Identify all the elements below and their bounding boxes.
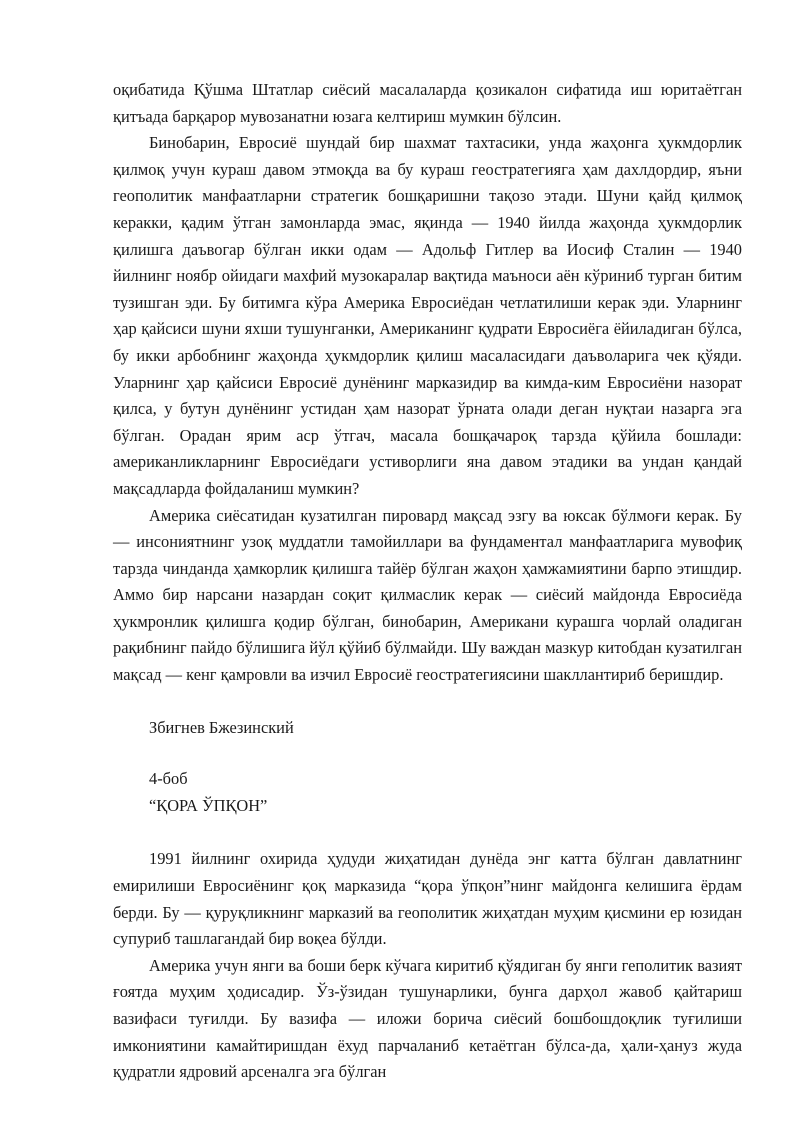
chapter-number: 4-боб xyxy=(149,769,188,789)
paragraph-american-policy: Америка сиёсатидан кузатилган пировард мақсад эзгу ва юксак бўлмоғи керак. Бу — инсониятнинг узоқ муддатли тамойиллари ва фундаментал манфаатларига мувофиқ тарзда чинданда ҳамкорлик қилишга тайёр бўлган жаҳон ҳамжамиятини барпо этишдир. Аммо бир нарсани назардан соқит қилмаслик керак — сиёсий майдонда Евросиёда ҳукмронлик қилишга қодир бўлган, бинобарин, Американи курашга чорлай оладиган рақибнинг пайдо бўлишига йўл қўйиб бўлмайди. Шу важдан мазкур китобдан кузатилган мақсад — кенг қамровли ва изчил Евросиё геостратегиясини шакллантириб беришдир. xyxy=(113,505,742,685)
author-signature: Збигнев Бжезинский xyxy=(149,717,294,737)
section-spacer xyxy=(113,819,742,846)
chapter-title: “ҚОРА ЎПҚОН” xyxy=(149,795,268,815)
paragraph-new-geopolitics: Америка учун янги ва боши берк кўчага киритиб қўядиган бу янги геполитик вазият ғоятда муҳим ҳодисадир. Ўз-ўзидан тушунарлики, бунга дарҳол жавоб қайтариш вазифаси туғилди. Бу вазифа — иложи борича сиёсий бошбошдоқлик туғилиши имкониятини камайтиришдан ёхуд парчаланиб кетаётган бўлса-да, ҳали-ҳануз жуда қудратли ядровий арсеналга эга бўлган xyxy=(113,955,742,1082)
paragraph-chessboard: Бинобарин, Евросиё шундай бир шахмат тахтасики, унда жаҳонга ҳукмдорлик қилмоқ учун кураш давом этмоқда ва бу кураш геостратегияга ҳам дахлдордир, яъни геополитик манфаатларни стратегик бошқаришни тақозо этади. Шуни қайд қилмоқ керакки, қадим ўтган замонларда эмас, яқинда — 1940 йилда жаҳонда ҳукмдорлик қилишга даъвогар бўлган икки одам — Адольф Гитлер ва Иосиф Сталин — 1940 йилнинг ноябр ойидаги махфий музокаралар вақтида маъноси аён кўриниб турган битим тузишган эди. Бу битимга кўра Америка Евросиёдан четлатилиши керак эди. Уларнинг ҳар қайсиси шуни яхши тушунганки, Американинг қудрати Евросиёга ёйиладиган бўлса, бу икки арбобнинг жаҳонда ҳукмдорлик қилиш масаласидаги даъволарига чек қўяди. Уларнинг ҳар қайсиси Евросиё дунёнинг марказидир ва кимда-ким Евросиёни назорат қилса, у бутун дунёнинг устидан ҳам назорат ўрната олади деган нуқтаи назарга эга бўлган. Орадан ярим аср ўтгач, масала бошқачароқ тарзда қўйила бошлади: американликларнинг Евросиёдаги устиворлиги яна давом этадики ва ундан қандай мақсадларда фойдаланиш мумкин? xyxy=(113,133,742,498)
paragraph-1991-collapse: 1991 йилнинг охирида ҳудуди жиҳатидан дунёда энг катта бўлган давлатнинг емирилиши Евросиёнинг қоқ марказида “қора ўпқон”нинг майдонга келишига ёрдам берди. Бу — қуруқликнинг марказий ва геополитик жиҳатдан муҳим қисмини ер юзидан супуриб ташлагандай бир воқеа бўлди. xyxy=(113,849,742,949)
paragraph-continuation: оқибатида Қўшма Штатлар сиёсий масалаларда қозикалон сифатида иш юритаётган қитъада барқарор мувозанатни юзага келтириш мумкин бўлсин. xyxy=(113,80,742,126)
document-page xyxy=(113,77,742,1086)
